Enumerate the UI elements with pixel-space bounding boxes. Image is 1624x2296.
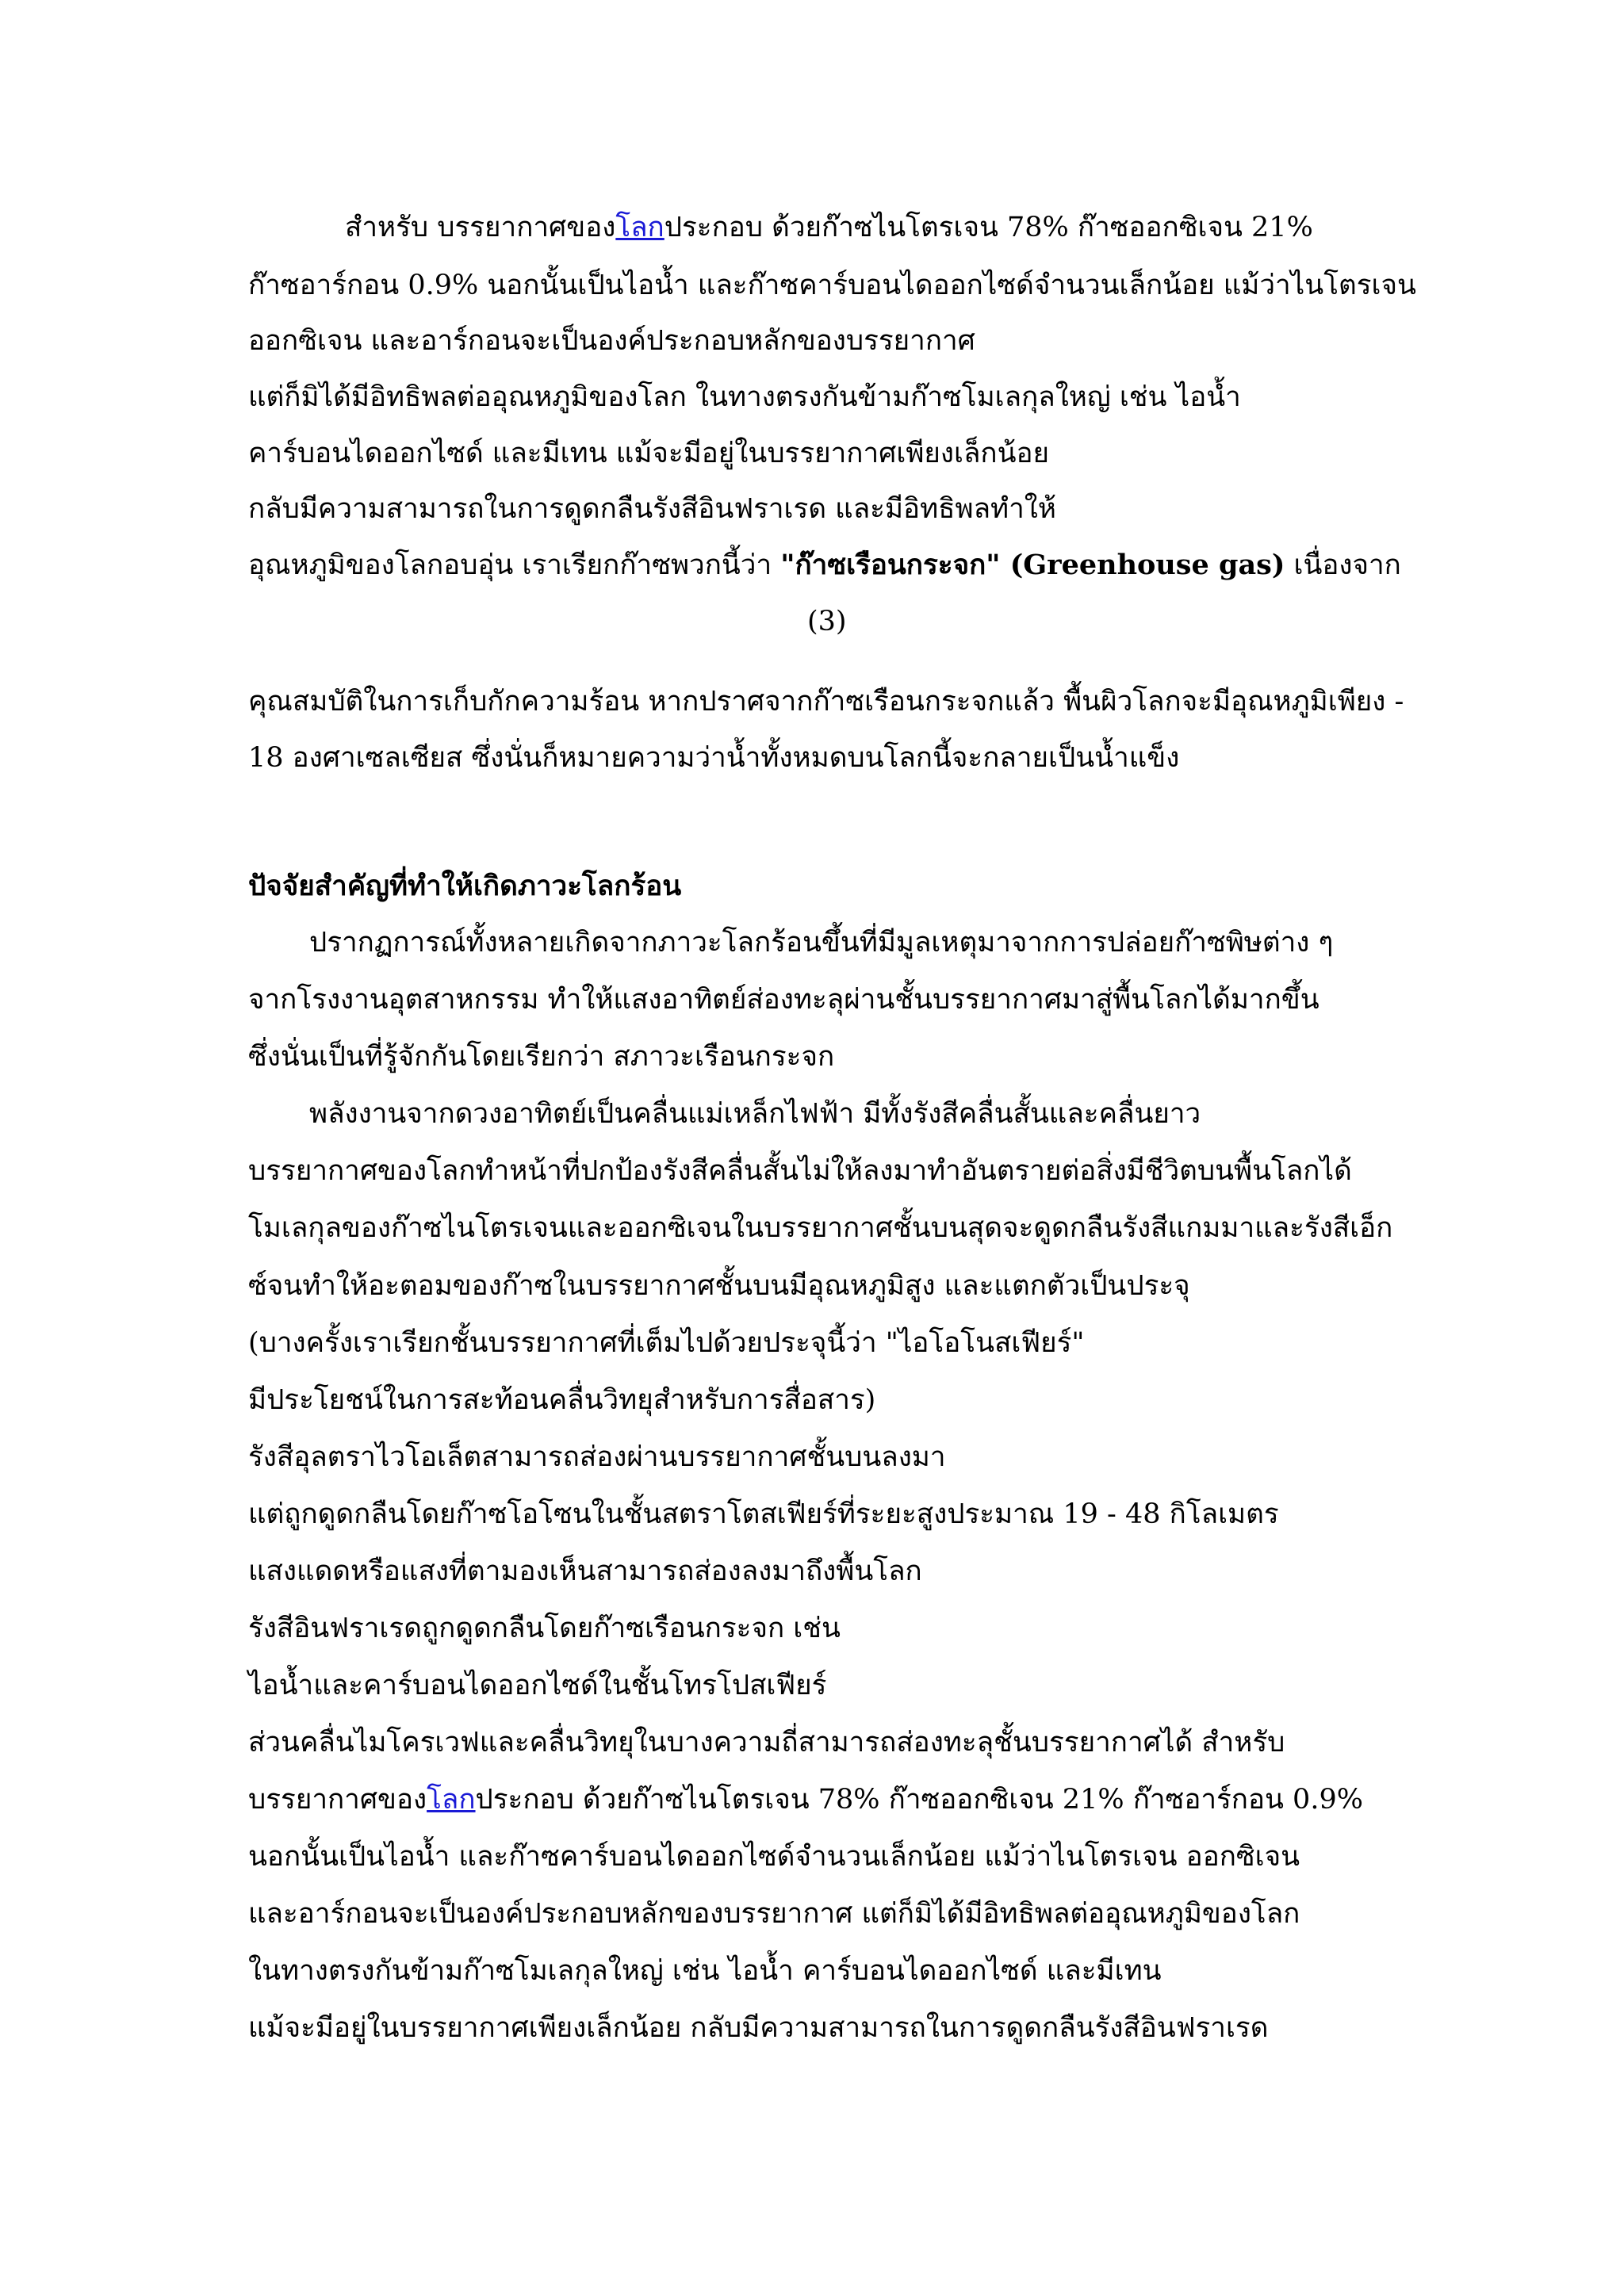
greenhouse-gas-term: "ก๊าซเรือนกระจก" (Greenhouse gas) bbox=[780, 549, 1285, 581]
text-span: ประกอบ ด้วยก๊าซไนโตรเจน 78% ก๊าซออกซิเจน 21% ก๊าซอาร์กอน 0.9% bbox=[475, 1784, 1363, 1816]
link-world[interactable]: โลก bbox=[427, 1784, 476, 1816]
para1-line7 bbox=[248, 541, 1401, 589]
page-number: (3) bbox=[807, 606, 847, 637]
para4-line1: พลังงานจากดวงอาทิตย์เป็นคลื่นแม่เหล็กไฟฟ้า มีทั้งรังสีคลื่นสั้นและคลื่นยาว bbox=[309, 1098, 1201, 1130]
para4-line14: นอกนั้นเป็นไอน้ำ และก๊าซคาร์บอนไดออกไซด์จำนวนเล็กน้อย แม้ว่าไนโตรเจน ออกซิเจน bbox=[248, 1841, 1300, 1873]
para4-line2: บรรยากาศของโลกทำหน้าที่ปกป้องรังสีคลื่นสั้นไม่ให้ลงมาทำอันตรายต่อสิ่งมีชีวิตบนพื้นโลกได้ bbox=[248, 1155, 1352, 1187]
section-heading: ปัจจัยสำคัญที่ทำให้เกิดภาวะโลกร้อน bbox=[248, 870, 682, 902]
para4-line13 bbox=[248, 1776, 1363, 1823]
para2-line1: คุณสมบัติในการเก็บกักความร้อน หากปราศจากก๊าซเรือนกระจกแล้ว พื้นผิวโลกจะมีอุณหภูมิเพียง - bbox=[248, 686, 1404, 718]
para1-line6: กลับมีความสามารถในการดูดกลืนรังสีอินฟราเรด และมีอิทธิพลทำให้ bbox=[248, 493, 1056, 525]
text-span: อุณหภูมิของโลกอบอุ่น เราเรียกก๊าซพวกนี้ว่า bbox=[248, 549, 781, 581]
para1-line2: ก๊าซอาร์กอน 0.9% นอกนั้นเป็นไอน้ำ และก๊าซคาร์บอนไดออกไซด์จำนวนเล็กน้อย แม้ว่าไนโตรเจน bbox=[248, 270, 1416, 301]
text-span: สำหรับ บรรยากาศของ bbox=[345, 212, 616, 243]
para4-line4: ซ์จนทำให้อะตอมของก๊าซในบรรยากาศชั้นบนมีอุณหภูมิสูง และแตกตัวเป็นประจุ bbox=[248, 1270, 1190, 1302]
para4-line5: (บางครั้งเราเรียกชั้นบรรยากาศที่เต็มไปด้วยประจุนี้ว่า "ไอโอโนสเฟียร์" bbox=[248, 1327, 1085, 1359]
text-span: บรรยากาศของ bbox=[248, 1784, 427, 1816]
text-span: ประกอบ ด้วยก๊าซไนโตรเจน 78% ก๊าซออกซิเจน 21% bbox=[664, 212, 1313, 243]
para4-line3: โมเลกุลของก๊าซไนโตรเจนและออกซิเจนในบรรยากาศชั้นบนสุดจะดูดกลืนรังสีแกมมาและรังสีเอ็ก bbox=[248, 1212, 1393, 1244]
para4-line15: และอาร์กอนจะเป็นองค์ประกอบหลักของบรรยากาศ แต่ก็มิได้มีอิทธิพลต่ออุณหภูมิของโลก bbox=[248, 1898, 1300, 1930]
para4-line16: ในทางตรงกันข้ามก๊าซโมเลกุลใหญ่ เช่น ไอน้ำ คาร์บอนไดออกไซด์ และมีเทน bbox=[248, 1955, 1162, 1987]
para3-line2: จากโรงงานอุตสาหกรรม ทำให้แสงอาทิตย์ส่องทะลุผ่านชั้นบรรยากาศมาสู่พื้นโลกได้มากขึ้น bbox=[248, 984, 1320, 1016]
para4-line7: รังสีอุลตราไวโอเล็ตสามารถส่องผ่านบรรยากาศชั้นบนลงมา bbox=[248, 1441, 946, 1473]
para1-line3: ออกซิเจน และอาร์กอนจะเป็นองค์ประกอบหลักของบรรยากาศ bbox=[248, 325, 975, 357]
para4-line10: รังสีอินฟราเรดถูกดูดกลืนโดยก๊าซเรือนกระจก เช่น bbox=[248, 1613, 841, 1644]
para3-line3: ซึ่งนั่นเป็นที่รู้จักกันโดยเรียกว่า สภาวะเรือนกระจก bbox=[248, 1041, 835, 1073]
para3-line1: ปรากฏการณ์ทั้งหลายเกิดจากภาวะโลกร้อนขึ้นที่มีมูลเหตุมาจากการปล่อยก๊าซพิษต่าง ๆ bbox=[309, 927, 1334, 959]
para1-line5: คาร์บอนไดออกไซด์ และมีเทน แม้จะมีอยู่ในบรรยากาศเพียงเล็กน้อย bbox=[248, 438, 1050, 469]
para4-line11: ไอน้ำและคาร์บอนไดออกไซด์ในชั้นโทรโปสเฟียร์ bbox=[248, 1670, 827, 1701]
link-world[interactable]: โลก bbox=[615, 212, 665, 243]
para1-line4: แต่ก็มิได้มีอิทธิพลต่ออุณหภูมิของโลก ในทางตรงกันข้ามก๊าซโมเลกุลใหญ่ เช่น ไอน้ำ bbox=[248, 381, 1241, 413]
para4-line9: แสงแดดหรือแสงที่ตามองเห็นสามารถส่องลงมาถึงพื้นโลก bbox=[248, 1556, 922, 1587]
para2-line2: 18 องศาเซลเซียส ซึ่งนั่นก็หมายความว่าน้ำทั้งหมดบนโลกนี้จะกลายเป็นน้ำแข็ง bbox=[248, 742, 1180, 774]
para1-line1 bbox=[345, 204, 1313, 251]
para4-line17: แม้จะมีอยู่ในบรรยากาศเพียงเล็กน้อย กลับมีความสามารถในการดูดกลืนรังสีอินฟราเรด bbox=[248, 2012, 1269, 2044]
para4-line12: ส่วนคลื่นไมโครเวฟและคลื่นวิทยุในบางความถี่สามารถส่องทะลุชั้นบรรยากาศได้ สำหรับ bbox=[248, 1727, 1285, 1758]
text-span: เนื่องจาก bbox=[1285, 549, 1401, 581]
para4-line6: มีประโยชน์ในการสะท้อนคลื่นวิทยุสำหรับการสื่อสาร) bbox=[248, 1384, 876, 1416]
para4-line8: แต่ถูกดูดกลืนโดยก๊าซโอโซนในชั้นสตราโตสเฟียร์ที่ระยะสูงประมาณ 19 - 48 กิโลเมตร bbox=[248, 1498, 1279, 1530]
